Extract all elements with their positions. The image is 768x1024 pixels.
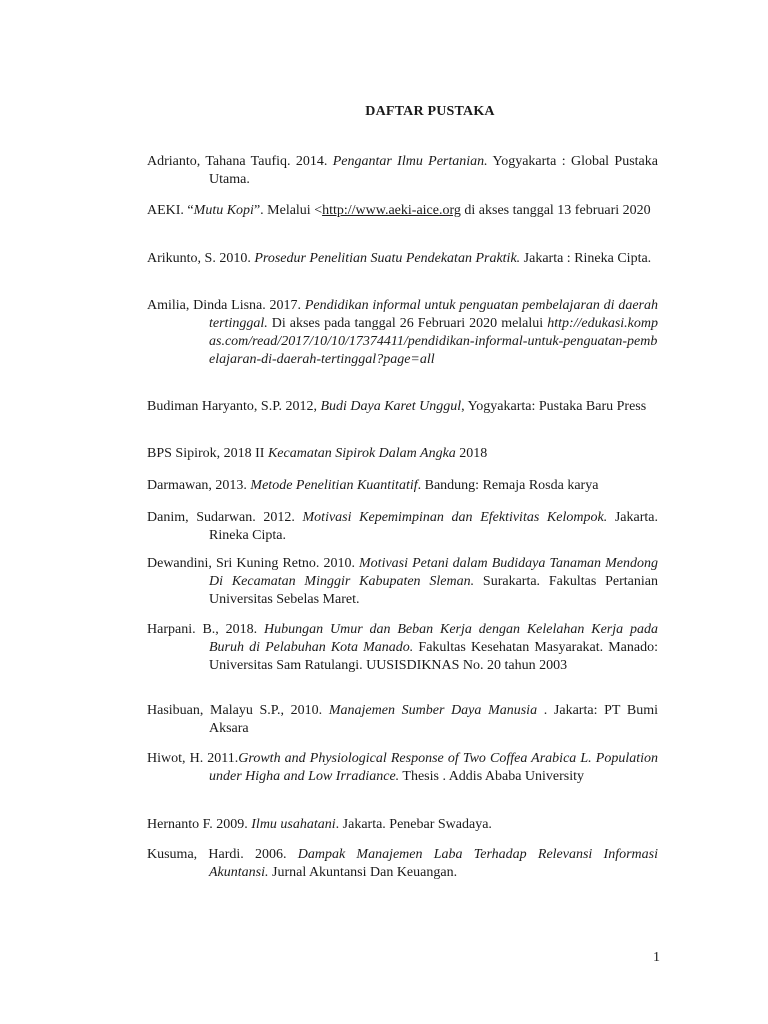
reference-link[interactable]: http://www.aeki-aice.org (322, 203, 461, 218)
reference-entry: Hasibuan, Malayu S.P., 2010. Manajemen Sumber Daya Manusia . Jakarta: PT Bumi Aksara (147, 703, 659, 736)
reference-entry: Adrianto, Tahana Taufiq. 2014. Pengantar Ilmu Pertanian. Yogyakarta : Global Pustaka Utama. (147, 154, 658, 187)
reference-entry: Dewandini, Sri Kuning Retno. 2010. Motivasi Petani dalam Budidaya Tanaman Mendong Di Kecamatan Minggir Kabupaten Sleman. Surakarta. Fakultas Pertanian Universitas Sebelas Maret. (147, 556, 659, 607)
reference-entry: Darmawan, 2013. Metode Penelitian Kuantitatif. Bandung: Remaja Rosda karya (147, 478, 599, 493)
reference-entry: Hiwot, H. 2011.Growth and Physiological Response of Two Coffea Arabica L. Population under Higha and Low Irradiance. Thesis . Addis Ababa University (147, 751, 658, 784)
reference-entry: Arikunto, S. 2010. Prosedur Penelitian Suatu Pendekatan Praktik. Jakarta : Rineka Cipta. (147, 251, 652, 266)
reference-entry: Kusuma, Hardi. 2006. Dampak Manajemen Laba Terhadap Relevansi Informasi Akuntansi. Jurnal Akuntansi Dan Keuangan. (147, 847, 659, 880)
reference-entry: Amilia, Dinda Lisna. 2017. Pendidikan informal untuk penguatan pembelajaran di daerah tertinggal. Di akses pada tanggal 26 Februari 2020 melalui http://edukasi.kompas.com/read/2017/10/10/17374411/pendidikan-informal-untuk-penguatan-pembelajaran-di-daerah-tertinggal?page=all (147, 298, 659, 367)
reference-url: http://edukasi.kompas.com/read/2017/10/10/17374411/pendidikan-informal-untuk-penguatan-pembelajaran-di-daerah-tertinggal?page=all (209, 316, 658, 367)
reference-entry: Harpani. B., 2018. Hubungan Umur dan Beban Kerja dengan Kelelahan Kerja pada Buruh di Pelabuhan Kota Manado. Fakultas Kesehatan Masyarakat. Manado: Universitas Sam Ratulangi. UUSISDIKNAS No. 20 tahun 2003 (147, 622, 658, 673)
reference-entry: Hernanto F. 2009. Ilmu usahatani. Jakarta. Penebar Swadaya. (147, 817, 492, 832)
reference-entry: Budiman Haryanto, S.P. 2012, Budi Daya Karet Unggul, Yogyakarta: Pustaka Baru Press (147, 399, 647, 414)
page-title: DAFTAR PUSTAKA (365, 104, 495, 119)
reference-entry: Danim, Sudarwan. 2012. Motivasi Kepemimpinan dan Efektivitas Kelompok. Jakarta. Rineka Cipta. (147, 510, 658, 543)
reference-entry: BPS Sipirok, 2018 II Kecamatan Sipirok Dalam Angka 2018 (147, 446, 488, 461)
reference-entry: AEKI. “Mutu Kopi”. Melalui <http://www.aeki-aice.org di akses tanggal 13 februari 2020 (147, 203, 651, 218)
page-number: 1 (653, 950, 660, 965)
